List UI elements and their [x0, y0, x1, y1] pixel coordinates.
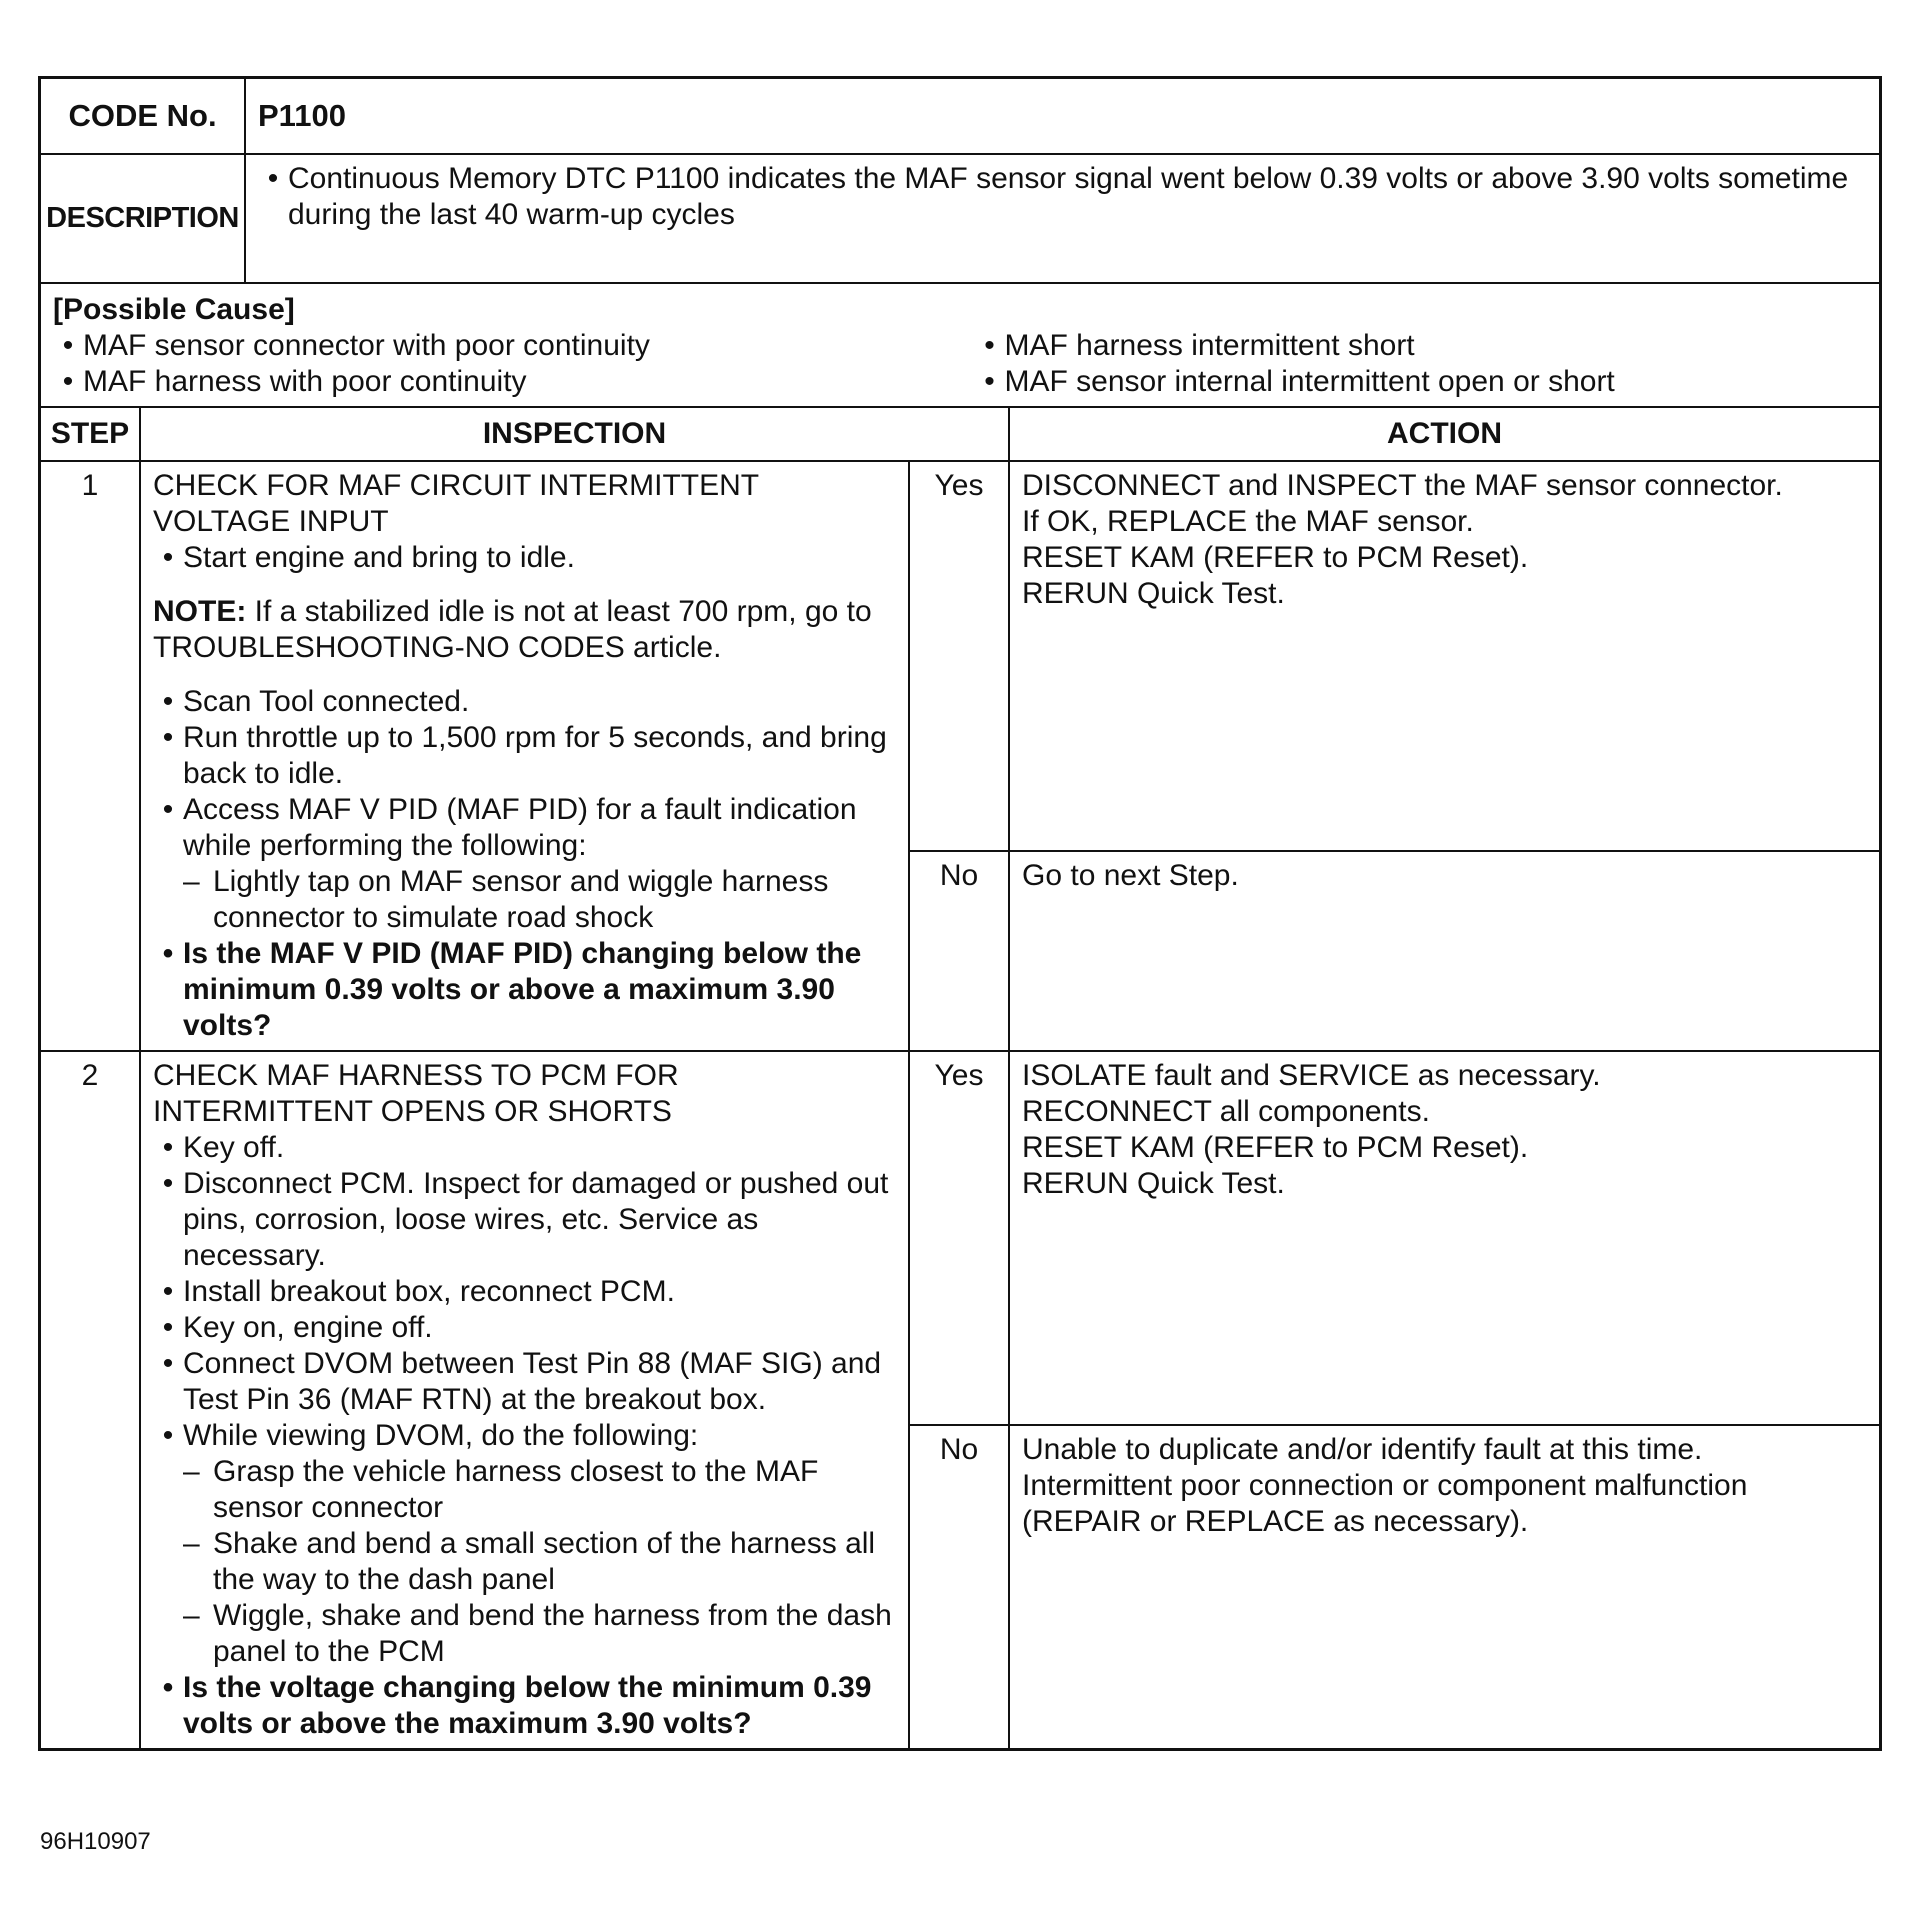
cause-item: MAF sensor internal intermittent open or short [1004, 365, 1615, 398]
inspection-question: Is the MAF V PID (MAF PID) changing below the minimum 0.39 volts or above a maximum 3.90 volts? [183, 937, 862, 1042]
possible-cause-row [41, 284, 1879, 408]
description-label: DESCRIPTION [41, 155, 246, 282]
inspection-bullet: Connect DVOM between Test Pin 88 (MAF SIG) and Test Pin 36 (MAF RTN) at the breakout box. [183, 1347, 882, 1416]
bullet-icon: • [162, 721, 174, 754]
inspection-cell [141, 1052, 910, 1748]
bullet-icon: • [162, 541, 174, 574]
possible-cause-title: [Possible Cause] [53, 293, 295, 326]
description-value [246, 155, 1879, 282]
bullet-icon: • [162, 937, 174, 970]
inspection-bullet: Key off. [183, 1131, 285, 1164]
action-line: ISOLATE fault and SERVICE as necessary. [1022, 1059, 1601, 1092]
code-row [41, 79, 1879, 155]
bullet-icon: • [162, 1311, 174, 1344]
figure-id: 96H10907 [40, 1828, 151, 1855]
possible-cause [41, 284, 1879, 406]
action-line: RERUN Quick Test. [1022, 1167, 1285, 1200]
action-line: RESET KAM (REFER to PCM Reset). [1022, 541, 1529, 574]
no-action [1010, 1426, 1879, 1748]
inspection-cell [141, 462, 910, 1050]
cause-item: MAF harness intermittent short [1004, 329, 1415, 362]
inspection-subitem: Lightly tap on MAF sensor and wiggle harness connector to simulate road shock [213, 865, 829, 934]
action-line: DISCONNECT and INSPECT the MAF sensor connector. [1022, 469, 1783, 502]
note-label: NOTE: [153, 595, 247, 628]
yes-action [1010, 462, 1879, 852]
bullet-icon: • [162, 1347, 174, 1380]
action-line: RECONNECT all components. [1022, 1095, 1430, 1128]
bullet-icon: • [162, 1419, 174, 1452]
action-line: RERUN Quick Test. [1022, 577, 1285, 610]
inspection-subitem: Wiggle, shake and bend the harness from the dash panel to the PCM [213, 1599, 892, 1668]
no-label: No [939, 1433, 979, 1466]
bullet-icon: • [162, 793, 174, 826]
dash-icon: – [183, 1527, 200, 1560]
no-label: No [939, 859, 979, 892]
inspection-bullet: Scan Tool connected. [183, 685, 470, 718]
inspection-bullet: Start engine and bring to idle. [183, 541, 575, 574]
description-row [41, 155, 1879, 284]
inspection-note [153, 594, 900, 666]
column-header-row [41, 408, 1879, 462]
inspection-bullet: While viewing DVOM, do the following: [183, 1419, 699, 1452]
action-line: (REPAIR or REPLACE as necessary). [1022, 1505, 1529, 1538]
action-line: Unable to duplicate and/or identify fault at this time. [1022, 1433, 1703, 1466]
dash-icon: – [183, 1455, 200, 1488]
yes-label: Yes [910, 462, 1008, 852]
bullet-icon: • [267, 162, 279, 195]
action-column [1010, 462, 1879, 1050]
inspection-bullet: Key on, engine off. [183, 1311, 433, 1344]
action-line: RESET KAM (REFER to PCM Reset). [1022, 1131, 1529, 1164]
code-value: P1100 [258, 98, 346, 133]
dash-icon: – [183, 865, 200, 898]
action-line: Intermittent poor connection or component malfunction [1022, 1469, 1748, 1502]
note-text: If a stabilized idle is not at least 700 rpm, go to TROUBLESHOOTING-NO CODES article. [153, 595, 872, 664]
inspection-title: CHECK FOR MAF CIRCUIT INTERMITTENT VOLTAGE INPUT [153, 469, 759, 538]
no-action [1010, 852, 1879, 1050]
bullet-icon: • [162, 1275, 174, 1308]
diagnostic-table [38, 76, 1882, 1751]
cause-item: MAF harness with poor continuity [83, 365, 527, 398]
dash-icon: – [183, 1599, 200, 1632]
bullet-icon: • [984, 365, 995, 398]
cause-item: MAF sensor connector with poor continuity [83, 329, 650, 362]
inspection-question: Is the voltage changing below the minimum 0.39 volts or above the maximum 3.90 volts? [183, 1671, 872, 1740]
bullet-icon: • [62, 365, 74, 398]
yes-action [1010, 1052, 1879, 1426]
bullet-icon: • [984, 329, 995, 362]
bullet-icon: • [162, 685, 174, 718]
bullet-icon: • [162, 1671, 174, 1704]
inspection-subitem: Grasp the vehicle harness closest to the MAF sensor connector [213, 1455, 819, 1524]
inspection-bullet: Disconnect PCM. Inspect for damaged or pushed out pins, corrosion, loose wires, etc. Service as necessary. [183, 1167, 889, 1272]
bullet-icon: • [162, 1167, 174, 1200]
inspection-bullet: Access MAF V PID (MAF PID) for a fault indication while performing the following: [183, 793, 857, 862]
yes-no-column [910, 1052, 1010, 1748]
inspection-title: CHECK MAF HARNESS TO PCM FOR INTERMITTENT OPENS OR SHORTS [153, 1059, 679, 1128]
step-header: STEP [41, 408, 141, 460]
action-column [1010, 1052, 1879, 1748]
action-line: Go to next Step. [1022, 859, 1239, 892]
inspection-header: INSPECTION [141, 408, 1010, 460]
code-label: CODE No. [41, 79, 246, 153]
inspection-bullet: Run throttle up to 1,500 rpm for 5 seconds, and bring back to idle. [183, 721, 887, 790]
inspection-subitem: Shake and bend a small section of the harness all the way to the dash panel [213, 1527, 876, 1596]
yes-label: Yes [910, 1052, 1008, 1426]
bullet-icon: • [62, 329, 74, 362]
inspection-bullet: Install breakout box, reconnect PCM. [183, 1275, 675, 1308]
step-number: 1 [41, 462, 141, 1050]
step-number: 2 [41, 1052, 141, 1748]
action-header: ACTION [1387, 417, 1502, 450]
action-line: If OK, REPLACE the MAF sensor. [1022, 505, 1474, 538]
step-row-2 [41, 1052, 1879, 1748]
step-row-1 [41, 462, 1879, 1052]
bullet-icon: • [162, 1131, 174, 1164]
description-text: Continuous Memory DTC P1100 indicates the MAF sensor signal went below 0.39 volts or above 3.90 volts sometime during the last 40 warm-up cycles [288, 162, 1849, 231]
yes-no-column [910, 462, 1010, 1050]
